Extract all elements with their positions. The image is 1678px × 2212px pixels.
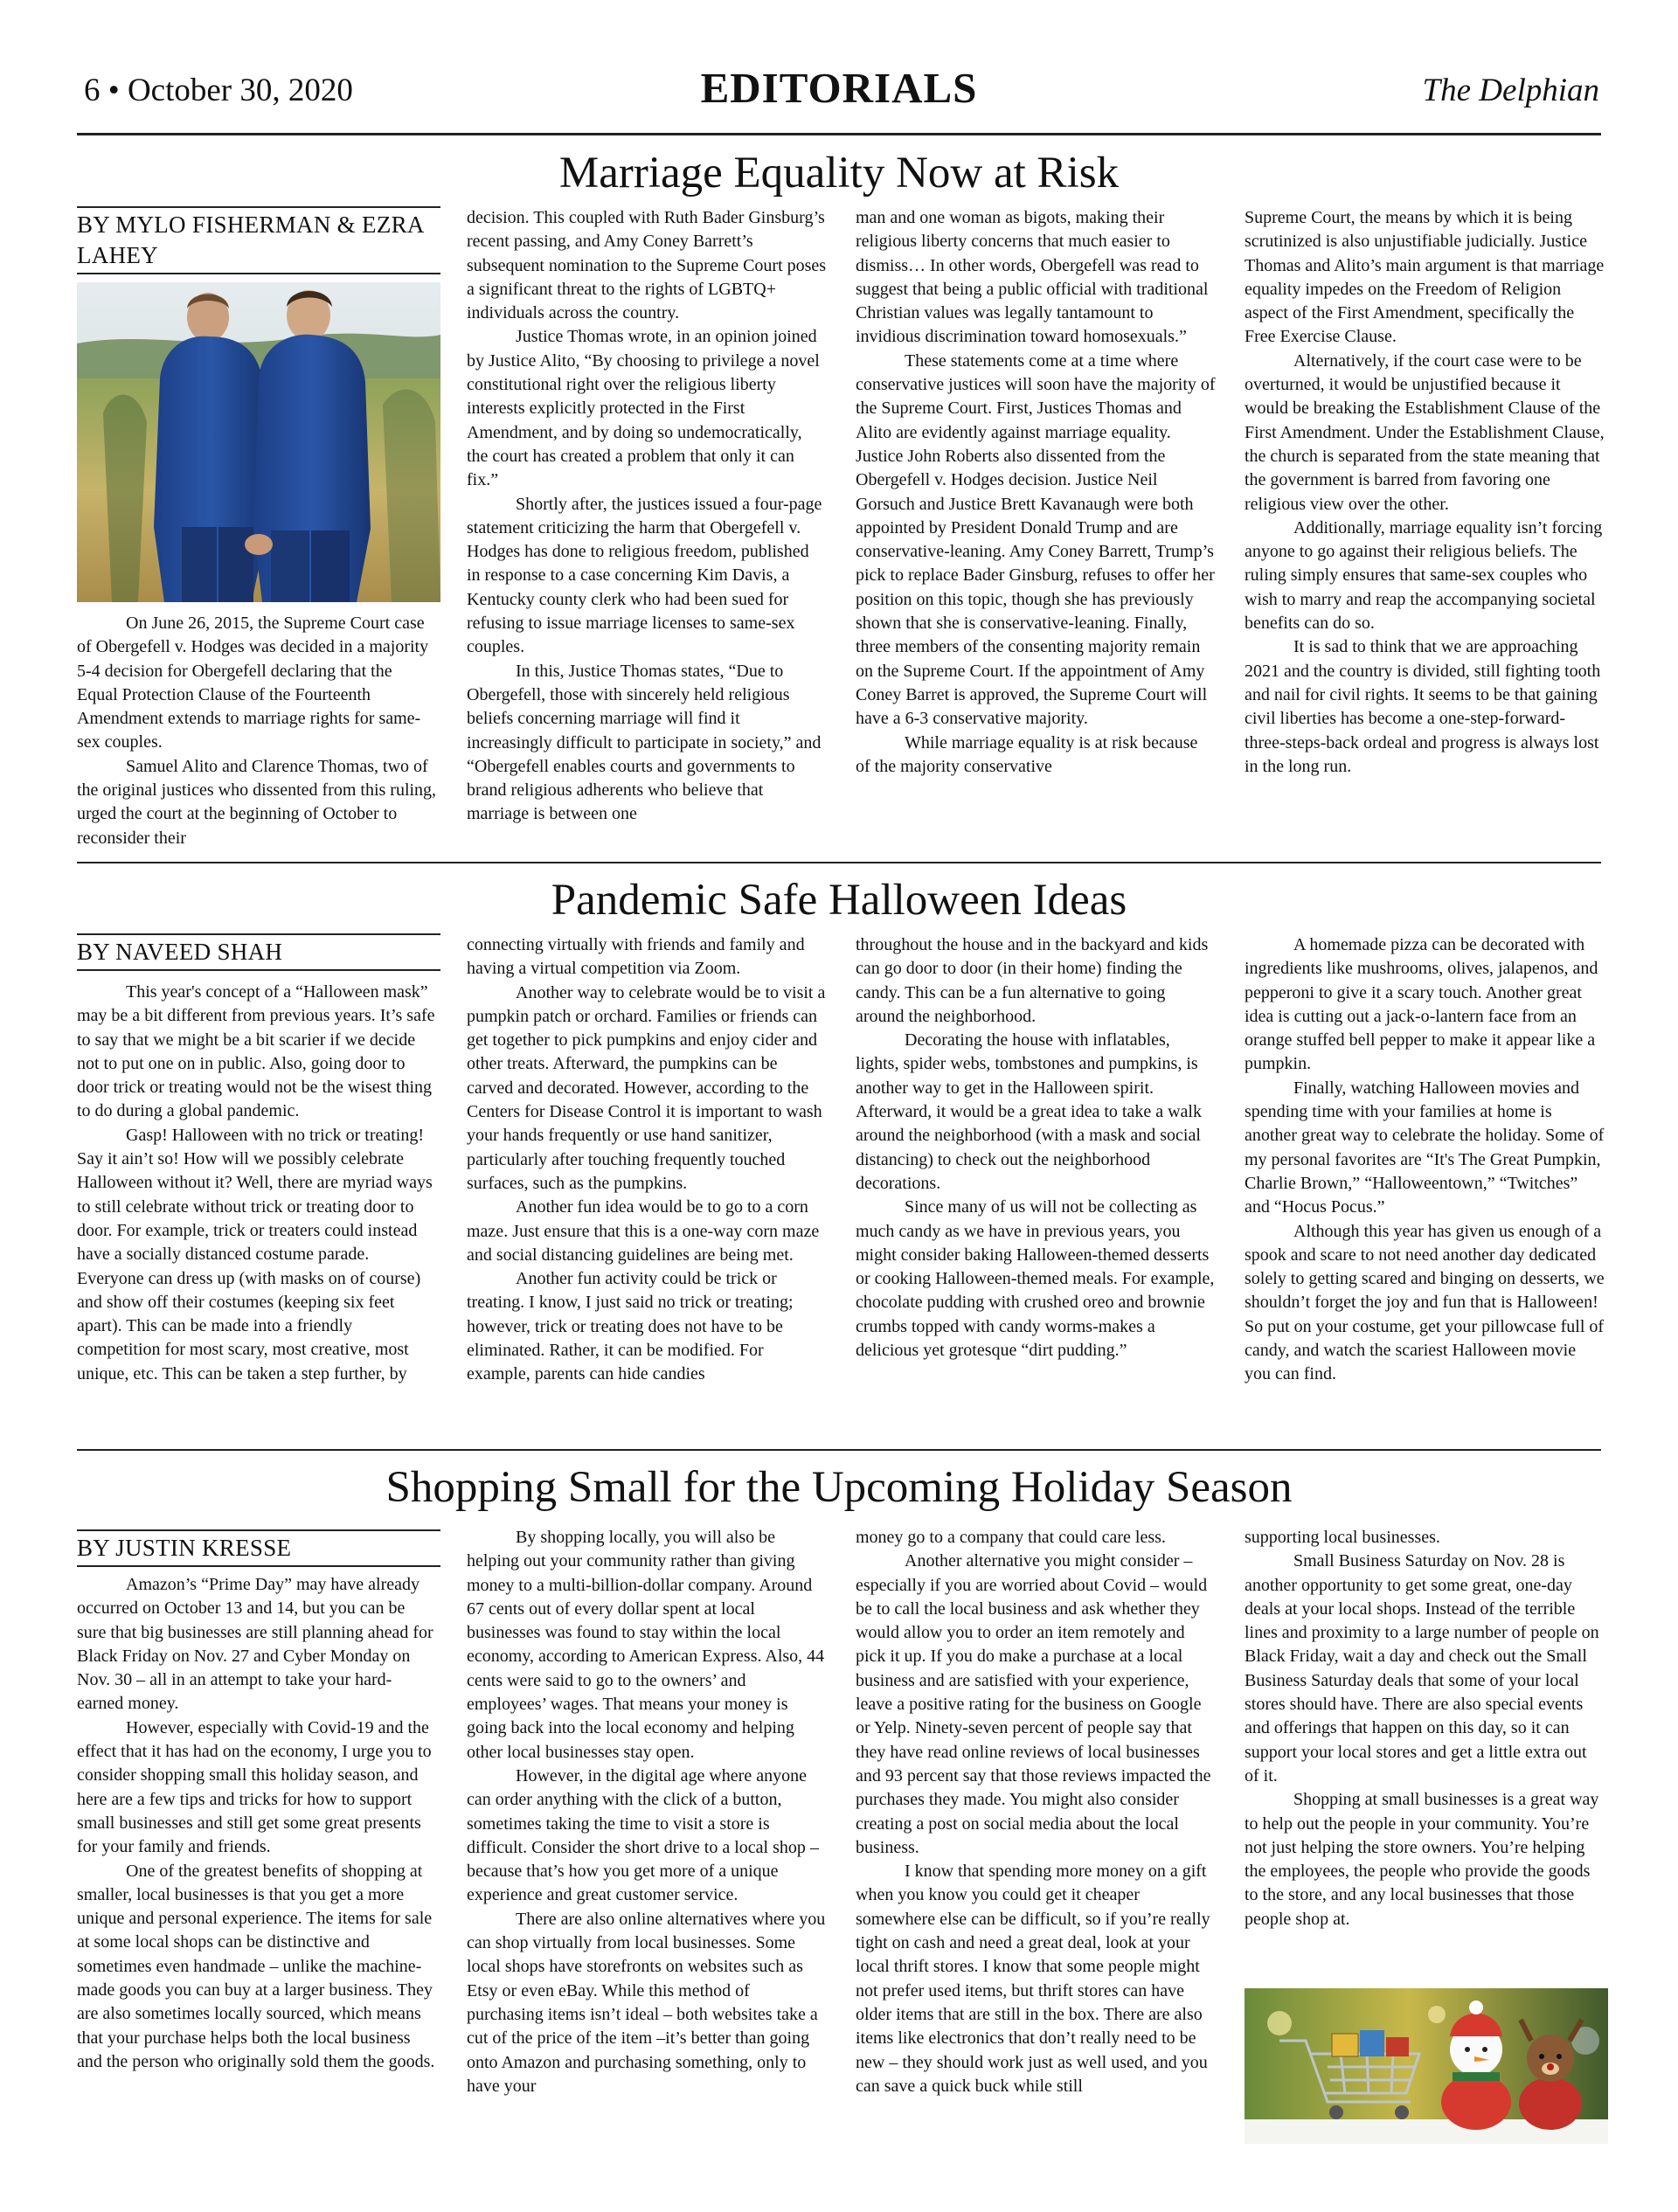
halloween-col-1: This year's concept of a “Halloween mask” may be a bit different from previous years. It’s safe to say that we might be a bit scarier if we decide not to put one on in public. Also, going door to door trick or treating would not be the wisest thing to do during a global pandemic. Gasp! Halloween with no trick or treating! Say it ain’t so! How will we possibly celebrate Halloween without it? Well, there are myriad ways to still celebrate without trick or treating door to door. For example, trick or treaters could instead have a socially distanced costume parade. Everyone can dress up (with masks on of course) and show off their costumes (keeping six feet apart). This can be made into a friendly competition for most scary, most creative, most unique, etc. This can be taken a step further, by xyxy=(77,982,435,1383)
shopping-col-1: Amazon’s “Prime Day” may have already occurred on October 13 and 14, but you can be sure that big businesses are still planning ahead for Black Friday on Nov. 27 and Cyber Monday on Nov. 30 – all in an attempt to take your hard-earned money. However, especially with Covid-19 and the effect that it has had on the economy, I urge you to consider shopping small this holiday season, and here are a few tips and tricks for how to support small businesses and still get some great presents for your family and friends. One of the greatest benefits of shopping at smaller, local businesses is that you get a more unique and personal experience. The items for sale at some local shops can be distinctive and sometimes even handmade – unlike the machine-made goods you can buy at a larger business. They are also sometimes locally sourced, which means that your purchase helps both the local business and the person who originally sold them the goods. xyxy=(77,1575,435,2071)
page-number-date: 6 • October 30, 2020 xyxy=(84,73,353,108)
couple-photo xyxy=(77,282,440,602)
halloween-col-3: throughout the house and in the backyard and kids can go door to door (in their home) finding the candy. This can be a fun alternative to going around the neighborhood. Decorating the house with inflatables, lights, spider webs, tombstones and pumpkins, is another way to get in the Halloween spirit. Afterward, it would be a great idea to take a walk around the neighborhood (with a mask and social distancing) to check out the neighborhood decorations. Since many of us will not be collecting as much candy as we have in previous years, you might consider baking Halloween-themed desserts or cooking Halloween-themed meals. For example, chocolate pudding with crushed oreo and brownie crumbs topped with candy worms-makes a delicious yet grotesque “dirt pudding.” xyxy=(856,935,1215,1361)
byline-shopping: BY JUSTIN KRESSE xyxy=(77,1529,440,1567)
marriage-col-3: man and one woman as bigots, making their religious liberty concerns that much easier to dismiss… In other words, Obergefell was read to suggest that being a public official with traditional Christian values was legally tantamount to invidious discrimination toward homosexuals.” These statements come at a time where conservative justices will soon have the majority of the Supreme Court. First, Justices Thomas and Alito are evidently against marriage equality. Justice John Roberts also dissented from the Obergefell v. Hodges decision. Justice Neil Gorsuch and Justice Brett Kavanaugh were both appointed by President Donald Trump and are conservative-leaning. Amy Coney Barrett, Trump’s pick to replace Bader Ginsburg, refuses to offer her position on this topic, though she has previously shown that she is conservative-leaning. Finally, three members of the consenting majority remain on the Supreme Court. If the appointment of Amy Coney Barret is approved, the Supreme Court will have a 6-3 conservative majority. While marriage equality is at risk because of the majority conservative xyxy=(856,208,1216,776)
article-divider xyxy=(77,862,1601,863)
section-title: EDITORIALS xyxy=(700,64,978,112)
article-title-marriage: Marriage Equality Now at Risk xyxy=(558,149,1120,198)
article-title-shopping: Shopping Small for the Upcoming Holiday Season xyxy=(385,1463,1293,1512)
article-divider xyxy=(77,1449,1601,1451)
shopping-col-4: supporting local businesses. Small Business Saturday on Nov. 28 is another opportunity to get some great, one-day deals at your local shops. Instead of the terrible lines and proximity to a large number of people on Black Friday, wait a day and check out the Small Business Saturday deals that some of your local stores should have. There are also special events and offerings that happen on this day, so it can support your local stores and get a little extra out of it. Shopping at small businesses is a great way to help out the people in your community. You’re not just helping the store owners. You’re helping the employees, the people who provide the goods to the store, and any local businesses that those people shop at. xyxy=(1245,1528,1599,1929)
marriage-col-1: On June 26, 2015, the Supreme Court case of Obergefell v. Hodges was decided in a majority 5-4 decision for Obergefell declaring that the Equal Protection Clause of the Fourteenth Amendment extends to marriage rights for same-sex couples. Samuel Alito and Clarence Thomas, two of the original justices who dissented from this ruling, urged the court at the beginning of October to reconsider their xyxy=(77,614,437,848)
paper-name: The Delphian xyxy=(1422,73,1599,108)
byline-halloween: BY NAVEED SHAH xyxy=(77,933,440,971)
marriage-col-4: Supreme Court, the means by which it is being scrutinized is also unjustifiable judicially. Justice Thomas and Alito’s main argument is that marriage equality impedes on the Freedom of Religion aspect of the First Amendment, specifically the Free Exercise Clause. Alternatively, if the court case were to be overturned, it would be unjustified because it would be breaking the Establishment Clause of the First Amendment. Under the Establishment Clause, the church is separated from the state meaning that the government is barred from favoring one religious view over the other. Additionally, marriage equality isn’t forcing anyone to go against their religious beliefs. The ruling simply ensures that same-sex couples who wish to marry and reap the accompanying societal benefits can do so. It is sad to think that we are approaching 2021 and the country is divided, still fighting tooth and nail for civil rights. It seems to be that gaining civil liberties has become a one-step-forward-three-steps-back ordeal and progress is always lost in the long run. xyxy=(1245,208,1605,776)
shopping-col-3: money go to a company that could care less. Another alternative you might consider – especially if you are worried about Covid – would be to call the local business and ask whether they would allow you to order an item remotely and pick it up. If you do make a purchase at a local business and are satisfied with your experience, leave a positive rating for the business on Google or Yelp. Ninety-seven percent of people say that they have read online reviews of local businesses and 93 percent say that those reviews impacted the purchases they made. You might also consider creating a post on social media about the local business. I know that spending more money on a gift when you know you could get it cheaper somewhere else can be difficult, so if you’re really tight on cash and need a great deal, look at your local thrift stores. I know that some people might not prefer used items, but thrift stores can have older items that are still in the box. There are also items like electronics that don’t really need to be new – they should work just as well used, and you can save a quick buck while still xyxy=(856,1528,1211,2096)
shopping-cart-photo xyxy=(1245,1988,1608,2144)
halloween-col-4: A homemade pizza can be decorated with ingredients like mushrooms, olives, jalapenos, and pepperoni to give it a scary touch. Another great idea is cutting out a jack-o-lantern face from an orange stuffed bell pepper to make it appear like a pumpkin. Finally, watching Halloween movies and spending time with your families at home is another great way to celebrate the holiday. Some of my personal favorites are “It's The Great Pumpkin, Charlie Brown,” “Halloweentown,” “Twitches” and “Hocus Pocus.” Although this year has given us enough of a spook and scare to not need another day dedicated solely to getting scared and binging on desserts, we shouldn’t forget the joy and fun that is Halloween! So put on your costume, get your pillowcase full of candy, and watch the scariest Halloween movie you can find. xyxy=(1245,935,1605,1384)
byline-marriage: BY MYLO FISHERMAN & EZRA LAHEY xyxy=(77,206,440,274)
shopping-col-2: By shopping locally, you will also be helping out your community rather than giving money to a multi-billion-dollar company. Around 67 cents out of every dollar spent at local businesses was found to stay within the local economy, according to American Express. Also, 44 cents were said to go to the owners’ and employees’ wages. That means your money is going back into the local economy and helping other local businesses stay open. However, in the digital age where anyone can order anything with the click of a button, sometimes taking the time to visit a store is difficult. Consider the short drive to a local shop – because that’s how you get more of a unique experience and great customer service. There are also online alternatives where you can shop virtually from local businesses. Some local shops have storefronts on websites such as Etsy or even eBay. While this method of purchasing items isn’t ideal – both websites take a cut of the price of the item –it’s better than going onto Amazon and purchasing something, only to have your xyxy=(467,1528,826,2096)
halloween-col-2: connecting virtually with friends and family and having a virtual competition via Zoom. Another way to celebrate would be to visit a pumpkin patch or orchard. Families or friends can get together to pick pumpkins and enjoy cider and other treats. Afterward, the pumpkins can be carved and decorated. However, according to the Centers for Disease Control it is important to wash your hands frequently or use hand sanitizer, particularly after touching frequently touched surfaces, such as the pumpkins. Another fun idea would be to go to a corn maze. Just ensure that this is a one-way corn maze and social distancing guidelines are being met. Another fun activity could be trick or treating. I know, I just said no trick or treating; however, trick or treating does not have to be eliminated. Rather, it can be modified. For example, parents can hide candies xyxy=(467,935,826,1384)
article-title-halloween: Pandemic Safe Halloween Ideas xyxy=(551,876,1127,925)
page-header xyxy=(77,61,1601,135)
marriage-col-2: decision. This coupled with Ruth Bader Ginsburg’s recent passing, and Amy Coney Barrett’s subsequent nomination to the Supreme Court poses a significant threat to the rights of LGBTQ+ individuals across the country. Justice Thomas wrote, in an opinion joined by Justice Alito, “By choosing to privilege a novel constitutional right over the religious liberty interests explicitly protected in the First Amendment, and by doing so undemocratically, the court has created a problem that only it can fix.” Shortly after, the justices issued a four-page statement criticizing the harm that Obergefell v. Hodges has done to religious freedom, published in response to a case concerning Kim Davis, a Kentucky county clerk who had been sued for refusing to issue marriage licenses to same-sex couples. In this, Justice Thomas states, “Due to Obergefell, those with sincerely held religious beliefs concerning marriage will find it increasingly difficult to participate in society,” and “Obergefell enables courts and governments to brand religious adherents who believe that marriage is between one xyxy=(467,208,827,824)
